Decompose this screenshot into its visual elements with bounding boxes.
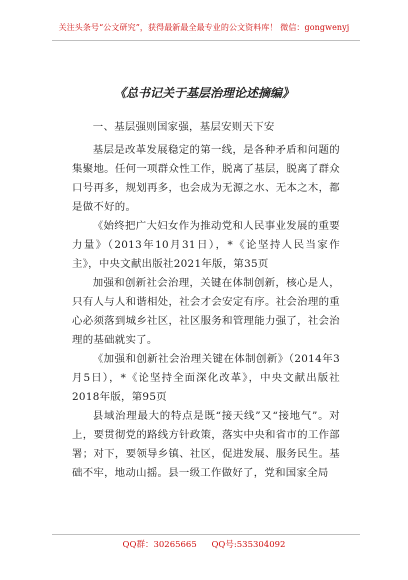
header-divider [52,40,360,41]
citation-paragraph: 《加强和创新社会治理关键在体制创新》（2014年3月5日），*《论坚持全面深化改革》，中央文献出版社2018年版，第95页 [72,353,340,403]
document-title: 《总书记关于基层治理论述摘编》 [113,86,294,100]
citation-paragraph: 《始终把广大妇女作为推动党和人民事业发展的重要力量》（2013年10月31日），*《论坚持人民当家作主》，中央文献出版社2021年版，第35页 [72,220,340,270]
footer-qq-number: QQ号:535304092 [211,540,286,550]
page-header-notice: 关注头条号“公文研究”，获得最新最全最专业的公文资料库！ 微信：gongwenyj [58,23,350,32]
page-footer [0,538,408,550]
body-paragraph: 加强和创新社会治理，关键在体制创新，核心是人，只有人与人和谐相处，社会才会安定有序。社会治理的重心必须落到城乡社区，社区服务和管理能力强了，社会治理的基础就实了。 [72,277,340,346]
footer-divider [52,534,360,535]
body-paragraph: 基层是改革发展稳定的第一线，是各种矛盾和问题的集聚地。任何一项群众性工作，脱离了基层，脱离了群众口号再多，规划再多，也会成为无源之水、无本之木，都是做不好的。 [72,144,340,213]
body-paragraph: 县域治理最大的特点是既“接天线”又“接地气”。对上，要贯彻党的路线方针政策，落实中央和省市的工作部署；对下，要领导乡镇、社区，促进发展、服务民生。基础不牢，地动山摇。县一级工作做好了，党和国家全局 [72,410,340,479]
section-heading: 一、基层强则国家强，基层安则天下安 [92,121,275,133]
footer-qq-group: QQ群：30265665 [122,540,197,550]
document-body [72,118,340,483]
